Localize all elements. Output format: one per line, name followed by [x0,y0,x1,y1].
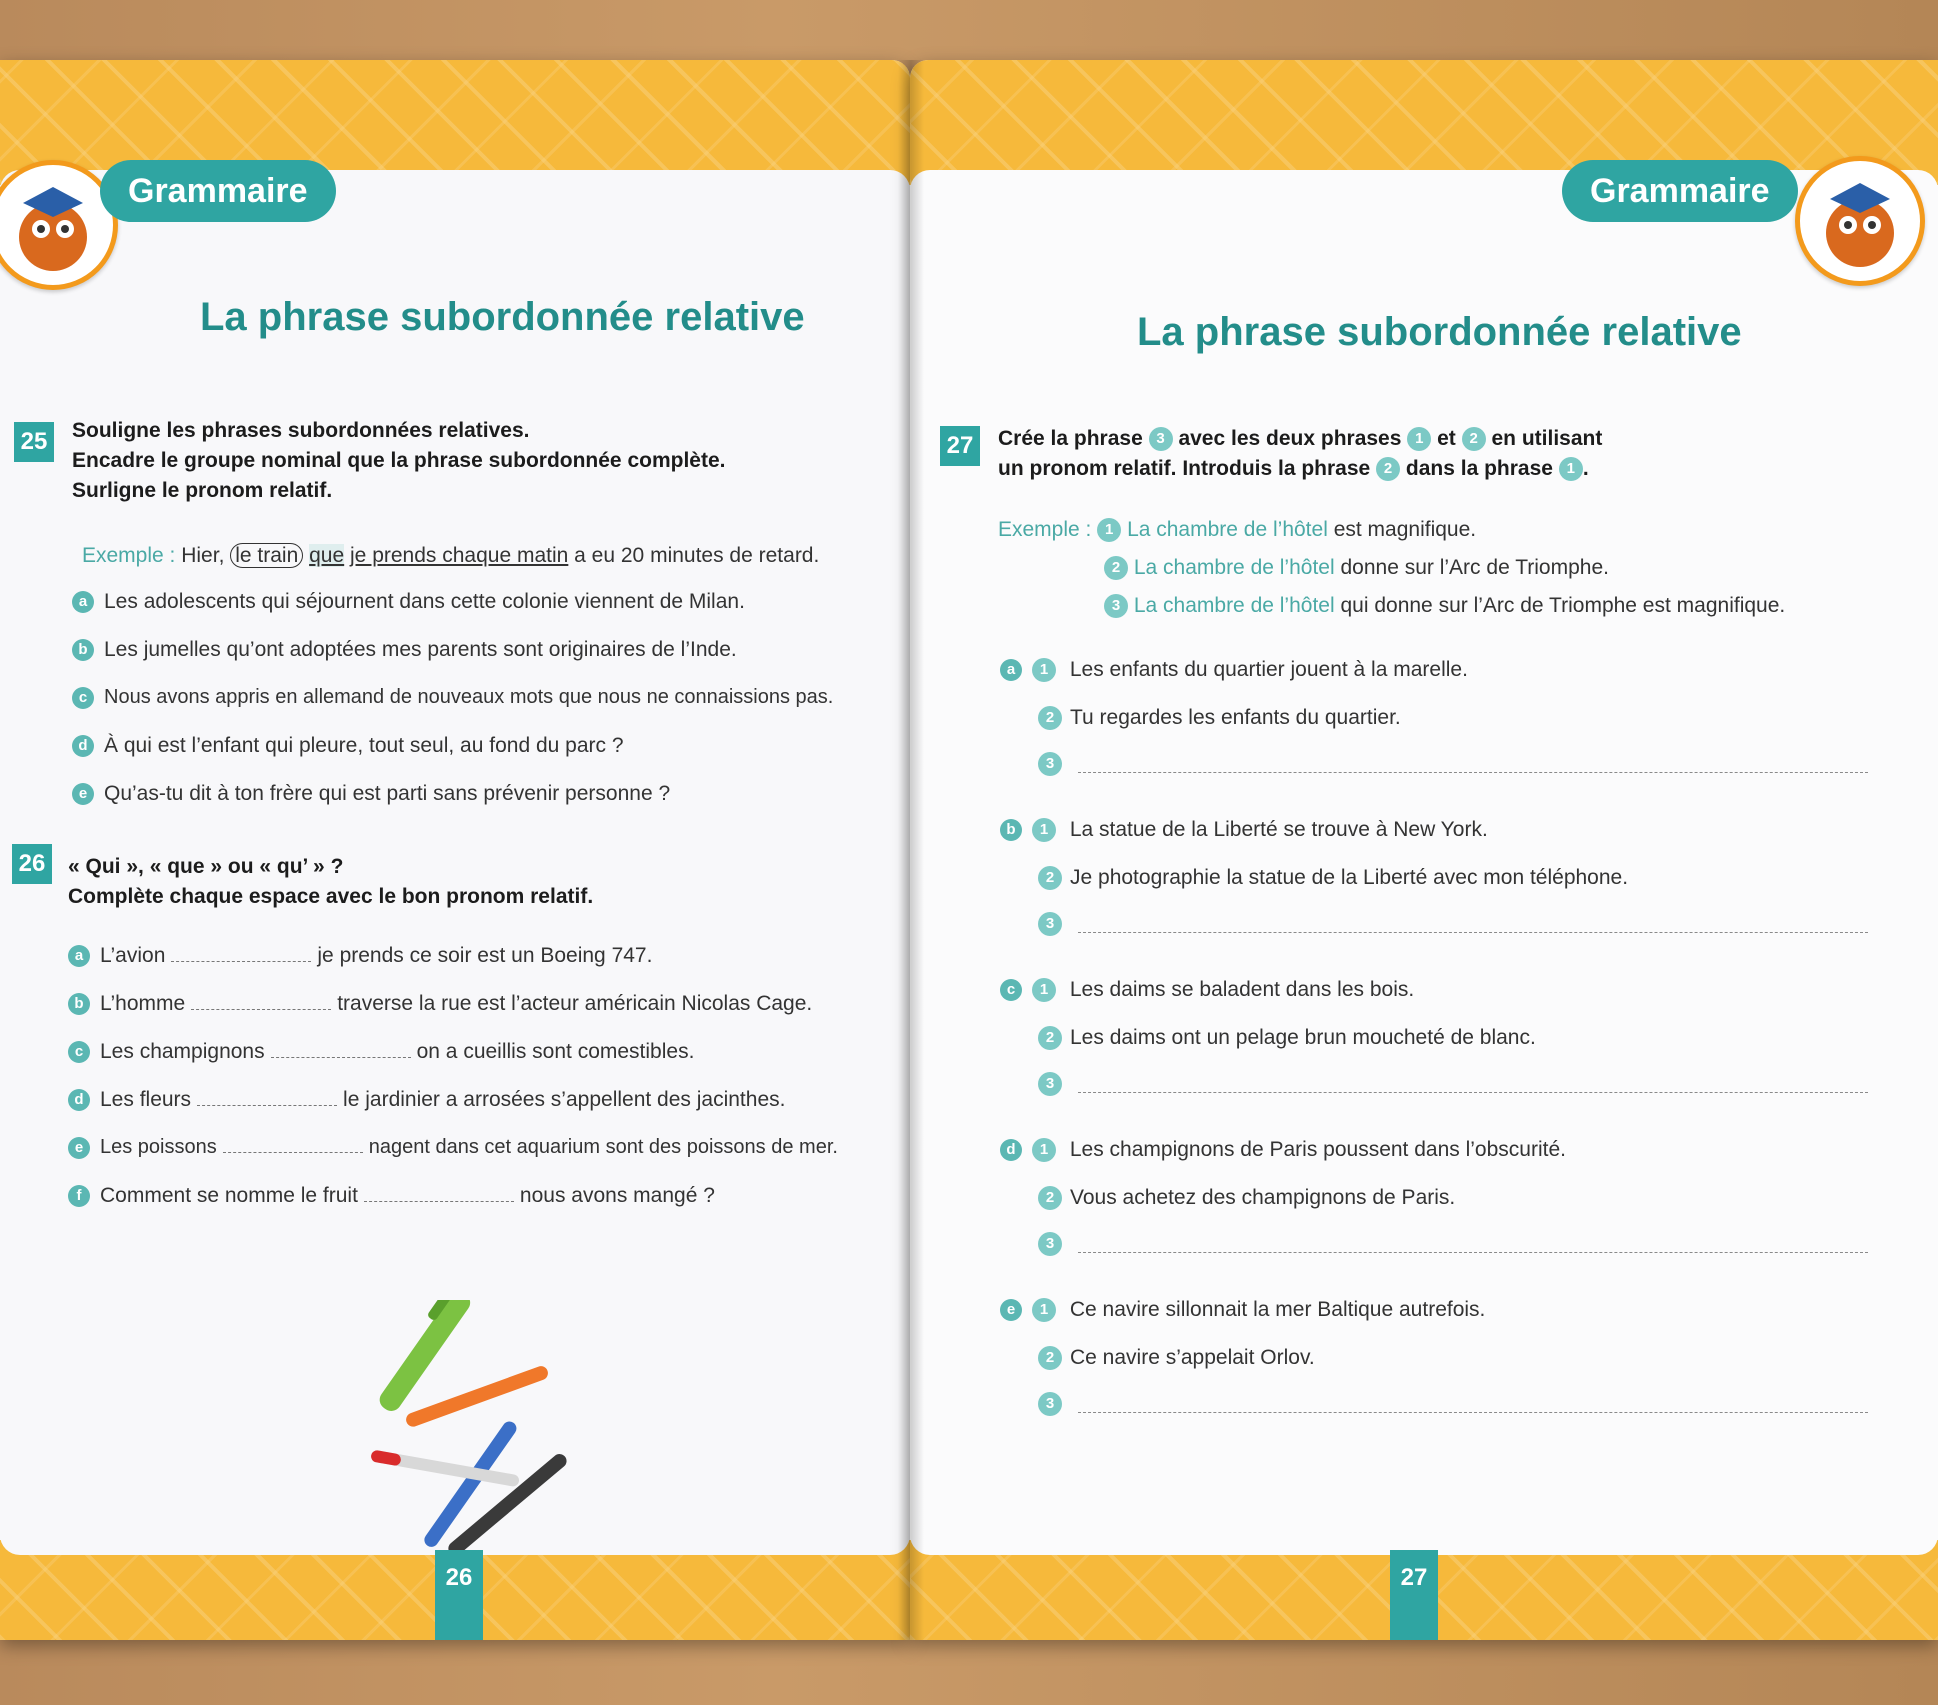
answer-blank[interactable] [223,1152,363,1153]
book-spine-shadow [898,60,924,1640]
fill-blank-item: e Les poissons nagent dans cet aquarium sont des poissons de mer. [68,1136,838,1159]
exercise-25-example: Exemple : Hier, le train que je prends chaque matin a eu 20 minutes de retard. [82,544,820,567]
answer-line[interactable] [1078,1412,1868,1413]
list-item: 2 Tu regardes les enfants du quartier. [1038,706,1401,730]
exercise-27-example-line: 2 La chambre de l’hôtel donne sur l’Arc de Triomphe. [1104,556,1609,580]
answer-line[interactable] [1078,932,1868,933]
list-item: b 1 La statue de la Liberté se trouve à New York. [1000,818,1488,842]
exercise-27-example-line: Exemple : 1 La chambre de l’hôtel est magnifique. [998,518,1477,541]
answer-line[interactable] [1078,1092,1868,1093]
answer-blank[interactable] [271,1057,411,1058]
answer-row: 3 [1038,1392,1062,1416]
exercise-number-badge: 27 [940,426,980,466]
exercise-27-example-line: 3 La chambre de l’hôtel qui donne sur l’Arc de Triomphe est magnifique. [1104,594,1785,618]
answer-blank[interactable] [364,1201,514,1202]
fill-blank-item: f Comment se nomme le fruit nous avons mangé ? [68,1184,715,1208]
owl-mascot-icon [0,160,118,290]
answer-blank[interactable] [197,1105,337,1106]
list-item: a Les adolescents qui séjournent dans cette colonie viennent de Milan. [72,590,745,614]
fill-blank-item: b L’homme traverse la rue est l’acteur américain Nicolas Cage. [68,992,812,1016]
exercise-27-instructions: Crée la phrase 3 avec les deux phrases 1 et 2 en utilisant un pronom relatif. Introduis la phrase 2 dans la phrase 1 . [998,427,1603,480]
answer-line[interactable] [1078,772,1868,773]
owl-mascot-icon [1795,156,1925,286]
left-page [0,60,910,1640]
page-number: 27 [1390,1550,1438,1640]
answer-row: 3 [1038,1232,1062,1256]
answer-row: 3 [1038,912,1062,936]
list-item: 2 Les daims ont un pelage brun moucheté de blanc. [1038,1026,1536,1050]
exercise-25-instructions: Souligne les phrases subordonnées relatives. Encadre le groupe nominal que la phrase subordonnée complète. Surligne le pronom relatif. [72,419,726,502]
list-item: e Qu’as-tu dit à ton frère qui est parti sans prévenir personne ? [72,782,670,806]
page-title: La phrase subordonnée relative [200,295,805,339]
list-item: 2 Vous achetez des champignons de Paris. [1038,1186,1455,1210]
answer-blank[interactable] [191,1009,331,1010]
exercise-number-badge: 26 [12,844,52,884]
list-item: e 1 Ce navire sillonnait la mer Baltique autrefois. [1000,1298,1485,1322]
pens-illustration-icon [360,1300,580,1560]
right-page [910,60,1938,1640]
exercise-number-badge: 25 [14,422,54,462]
list-item: d 1 Les champignons de Paris poussent dans l’obscurité. [1000,1138,1566,1162]
answer-line[interactable] [1078,1252,1868,1253]
list-item: c Nous avons appris en allemand de nouveaux mots que nous ne connaissions pas. [72,686,833,709]
answer-blank[interactable] [171,961,311,962]
page-number: 26 [435,1550,483,1640]
section-label-pill: Grammaire [1562,160,1798,222]
list-item: c 1 Les daims se baladent dans les bois. [1000,978,1414,1002]
list-item: b Les jumelles qu’ont adoptées mes parents sont originaires de l’Inde. [72,638,737,662]
list-item: a 1 Les enfants du quartier jouent à la marelle. [1000,658,1468,682]
answer-row: 3 [1038,1072,1062,1096]
list-item: d À qui est l’enfant qui pleure, tout seul, au fond du parc ? [72,734,624,758]
fill-blank-item: a L’avion je prends ce soir est un Boeing 747. [68,944,652,968]
fill-blank-item: c Les champignons on a cueillis sont comestibles. [68,1040,694,1064]
section-label-pill: Grammaire [100,160,336,222]
fill-blank-item: d Les fleurs le jardinier a arrosées s’appellent des jacinthes. [68,1088,785,1112]
answer-row: 3 [1038,752,1062,776]
list-item: 2 Ce navire s’appelait Orlov. [1038,1346,1315,1370]
page-title: La phrase subordonnée relative [1137,310,1742,354]
exercise-26-instructions: « Qui », « que » ou « qu’ » ? Complète chaque espace avec le bon pronom relatif. [68,855,594,908]
list-item: 2 Je photographie la statue de la Liberté avec mon téléphone. [1038,866,1628,890]
